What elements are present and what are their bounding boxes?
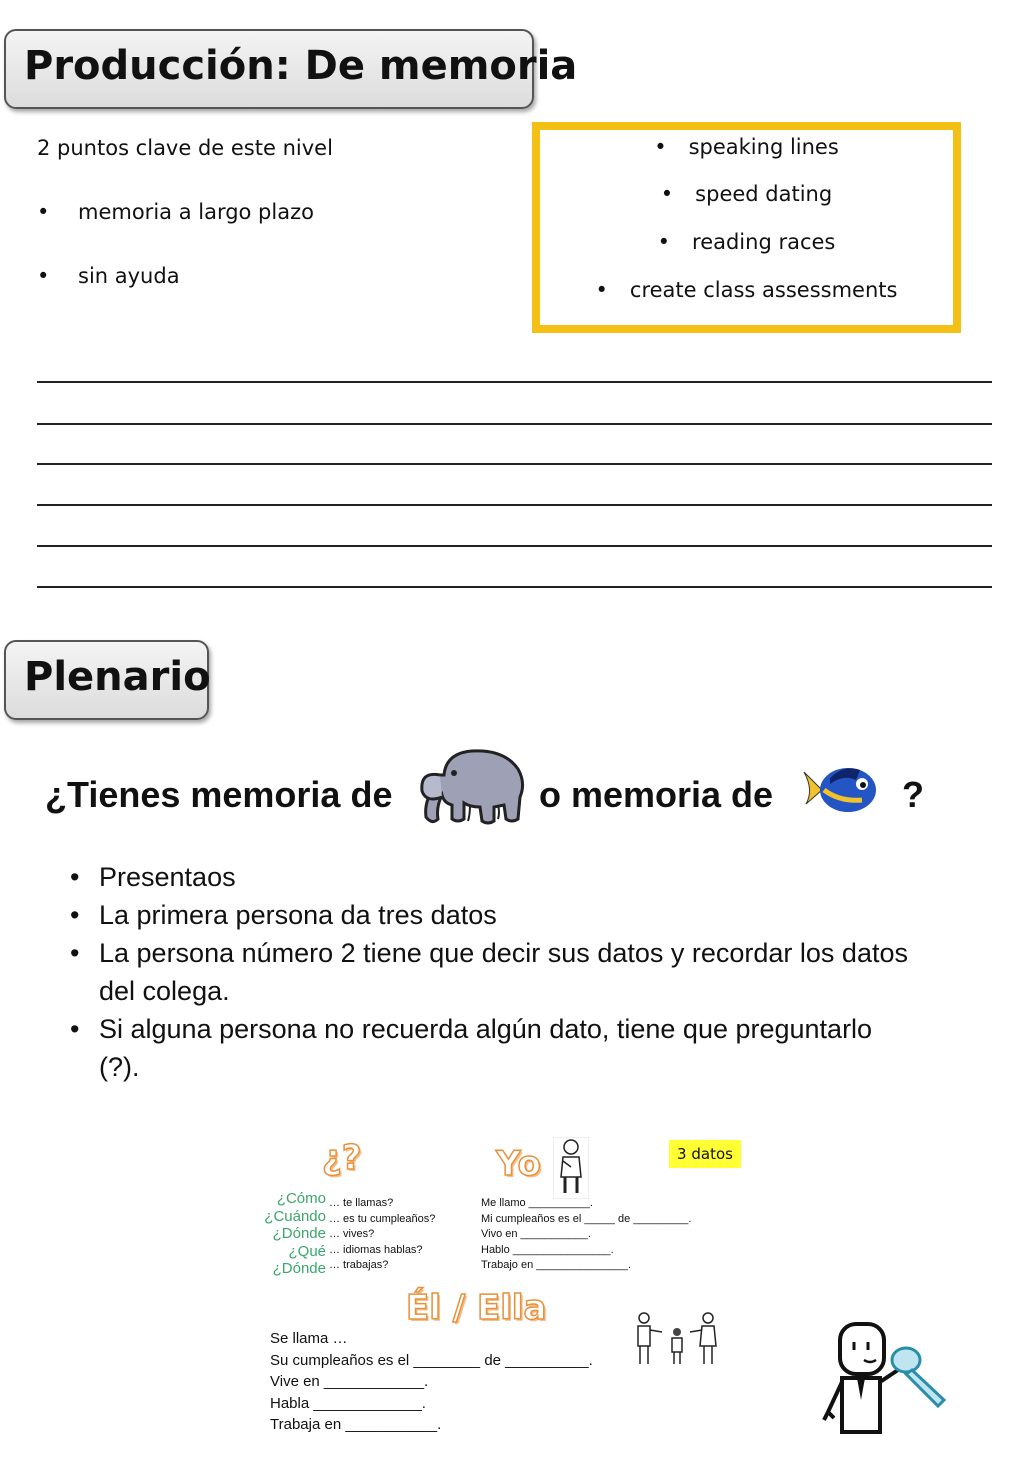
question-endings <box>329 1196 435 1274</box>
el-answer-line: Trabaja en ___________. <box>270 1416 442 1433</box>
question-part-2: o memoria de <box>539 774 774 815</box>
activity-item: • reading races <box>657 230 836 254</box>
question-word: ¿Dónde <box>272 1260 326 1277</box>
section-title-produccion: Producción: De memoria <box>24 43 578 89</box>
instruction-item: • La persona número 2 tiene que decir sus datos y recordar los datos del colega. <box>70 934 920 1010</box>
el-ella-heading: Él / Ella <box>406 1288 547 1328</box>
writing-line[interactable] <box>37 504 992 506</box>
writing-line[interactable] <box>37 381 992 383</box>
instruction-item: • Si alguna persona no recuerda algún dato, tiene que preguntarlo (?). <box>70 1010 920 1086</box>
el-answer-line: Vive en ____________. <box>270 1373 429 1390</box>
boy-icon <box>553 1137 589 1199</box>
el-ella-answers <box>270 1328 593 1436</box>
speaker-with-microphone-icon <box>820 1320 950 1438</box>
question-word: ¿Dónde <box>272 1225 326 1242</box>
writing-line[interactable] <box>37 586 992 588</box>
question-ending: … es tu cumpleaños? <box>329 1212 436 1225</box>
section-title-plenario: Plenario <box>24 654 211 700</box>
three-people-icon <box>632 1310 722 1368</box>
instruction-item: • Presentaos <box>70 858 920 896</box>
activities-box <box>532 122 961 333</box>
activity-item: • create class assessments <box>595 278 898 302</box>
yo-answers <box>481 1196 691 1274</box>
question-end: ? <box>902 774 924 815</box>
question-ending: … trabajas? <box>329 1259 389 1271</box>
question-word: ¿Cómo <box>276 1190 326 1207</box>
yo-answer-line: Me llamo __________. <box>481 1197 593 1209</box>
writing-line[interactable] <box>37 463 992 465</box>
el-answer-line: Se llama … <box>270 1330 348 1347</box>
el-answer-line: Habla _____________. <box>270 1394 426 1412</box>
section-title-box-produccion <box>4 29 578 109</box>
instructions-list <box>70 858 920 1086</box>
el-answer-line: Su cumpleaños es el ________ de __________. <box>270 1351 593 1369</box>
yo-heading: Yo <box>496 1144 541 1184</box>
question-word: ¿Cuándo <box>264 1207 326 1225</box>
writing-line[interactable] <box>37 423 992 425</box>
question-word: ¿Qué <box>288 1242 326 1260</box>
fish-icon <box>800 760 880 820</box>
question-ending: … idiomas hablas? <box>329 1243 423 1256</box>
question-part-1: ¿Tienes memoria de <box>45 774 393 815</box>
elephant-icon <box>414 745 528 829</box>
section-title-box-plenario <box>4 640 209 720</box>
question-heading: ¿? <box>322 1138 362 1178</box>
question-words <box>258 1190 326 1278</box>
yo-answer-line: Hablo ________________. <box>481 1243 614 1256</box>
activity-item: • speed dating <box>660 182 833 206</box>
writing-line[interactable] <box>37 545 992 547</box>
activity-item: • speaking lines <box>654 135 839 159</box>
yo-answer-line: Vivo en ___________. <box>481 1228 591 1240</box>
question-ending: … te llamas? <box>329 1197 394 1209</box>
instruction-item: • La primera persona da tres datos <box>70 896 920 934</box>
yo-answer-line: Trabajo en _______________. <box>481 1259 632 1271</box>
yo-answer-line: Mi cumpleaños es el _____ de _________. <box>481 1212 692 1225</box>
question-ending: … vives? <box>329 1228 375 1240</box>
three-datos-badge: 3 datos <box>669 1140 741 1168</box>
intro-text: 2 puntos clave de este nivel <box>37 136 333 160</box>
